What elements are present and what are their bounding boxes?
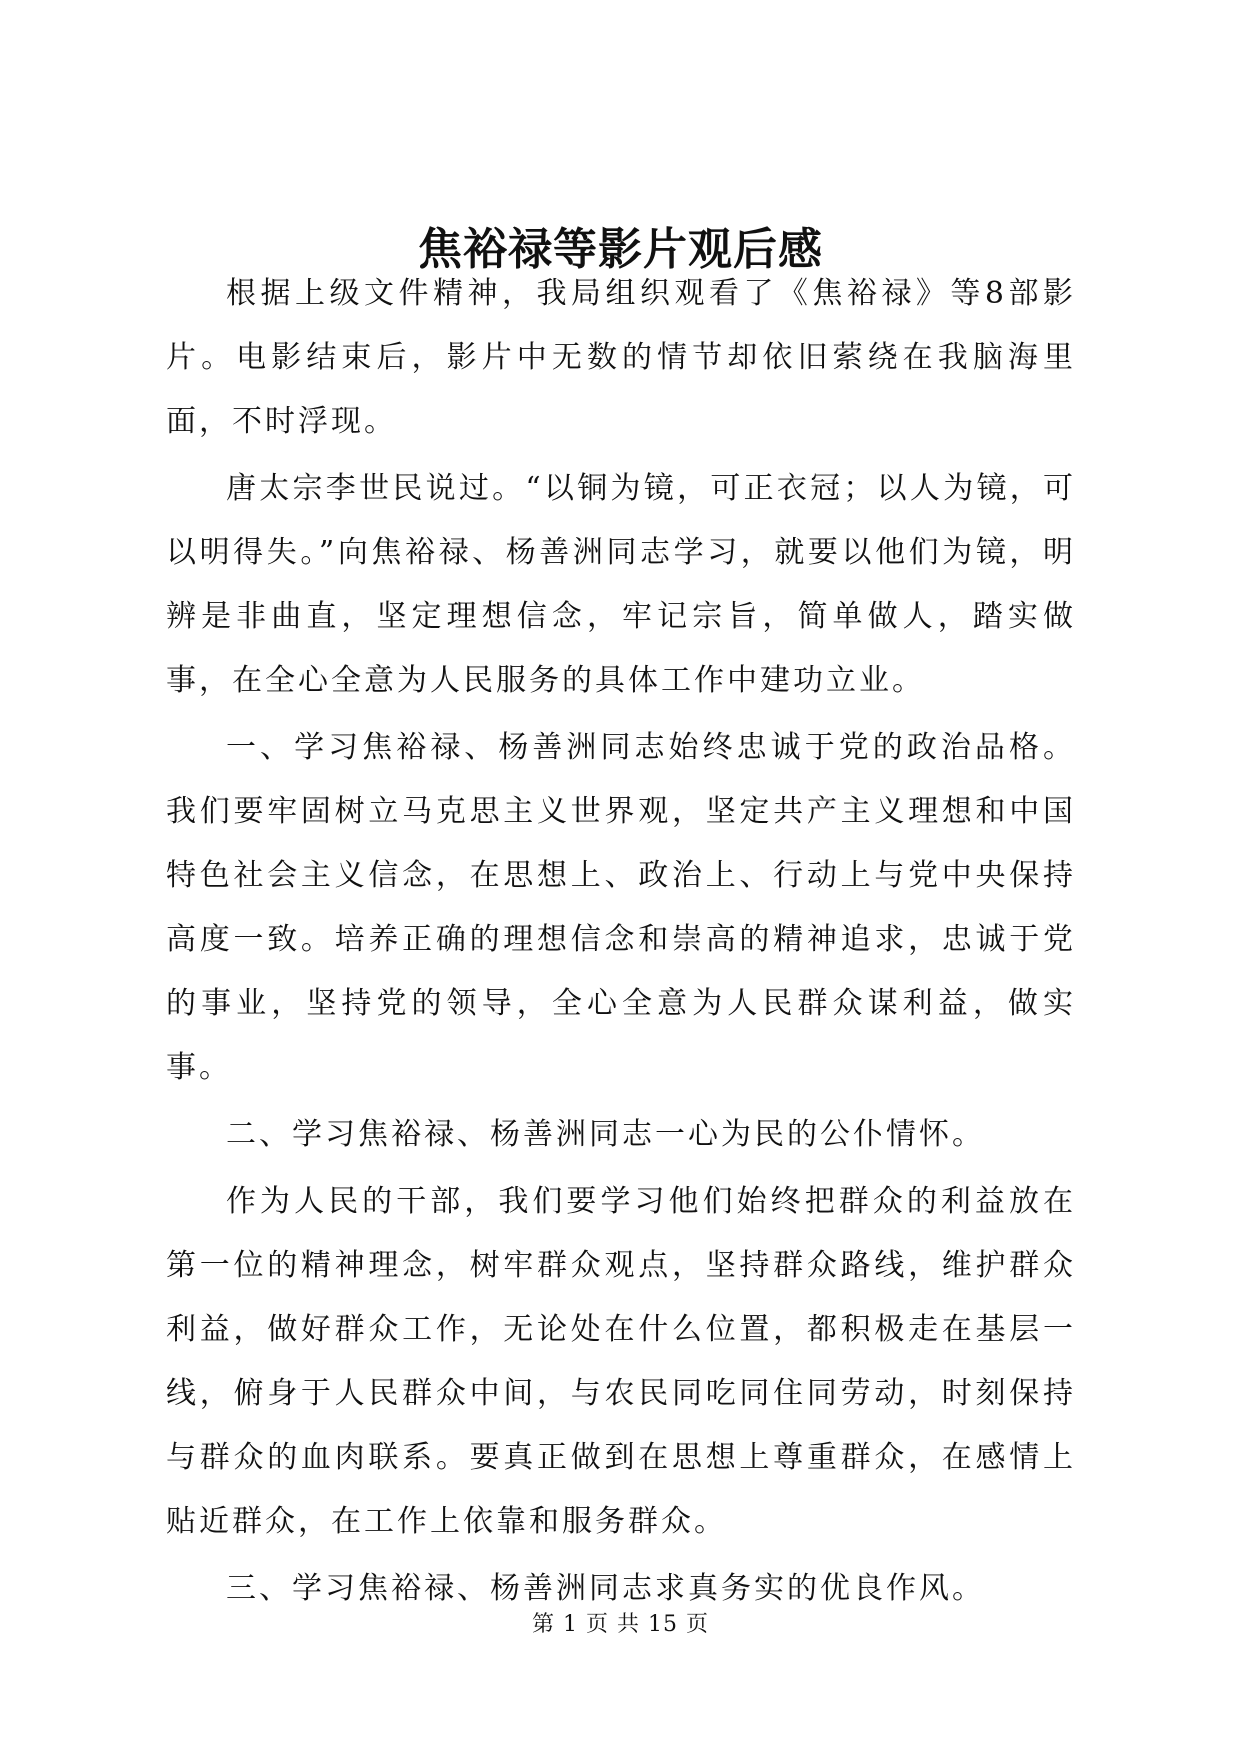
paragraph-point-one: 一、学习焦裕禄、杨善洲同志始终忠诚于党的政治品格。我们要牢固树立马克思主义世界观，坚定共产主义理想和中国特色社会主义信念，在思想上、政治上、行动上与党中央保持高度一致。培养正确的理想信念和崇高的精神追求，忠诚于党的事业，坚持党的领导，全心全意为人民群众谋利益，做实事。 — [166, 730, 1076, 1085]
page-number-footer: 第 1 页 共 15 页 — [532, 1612, 709, 1637]
paragraph-intro: 根据上级文件精神，我局组织观看了《焦裕禄》等8部影片。电影结束后，影片中无数的情节却依旧萦绕在我脑海里面，不时浮现。 — [166, 276, 1076, 439]
document-title: 焦裕禄等影片观后感 — [418, 224, 823, 275]
paragraph-point-three-heading: 三、学习焦裕禄、杨善洲同志求真务实的优良作风。 — [226, 1571, 985, 1606]
paragraph-quote: 唐太宗李世民说过。“以铜为镜，可正衣冠；以人为镜，可以明得失。”向焦裕禄、杨善洲同志学习，就要以他们为镜，明辨是非曲直，坚定理想信念，牢记宗旨，简单做人，踏实做事，在全心全意为人民服务的具体工作中建功立业。 — [166, 471, 1076, 698]
document-body — [166, 262, 1076, 1621]
paragraph-point-two-heading: 二、学习焦裕禄、杨善洲同志一心为民的公仆情怀。 — [226, 1117, 985, 1152]
paragraph-point-two-body: 作为人民的干部，我们要学习他们始终把群众的利益放在第一位的精神理念，树牢群众观点，坚持群众路线，维护群众利益，做好群众工作，无论处在什么位置，都积极走在基层一线，俯身于人民群众中间，与农民同吃同住同劳动，时刻保持与群众的血肉联系。要真正做到在思想上尊重群众，在感情上贴近群众，在工作上依靠和服务群众。 — [166, 1184, 1076, 1539]
